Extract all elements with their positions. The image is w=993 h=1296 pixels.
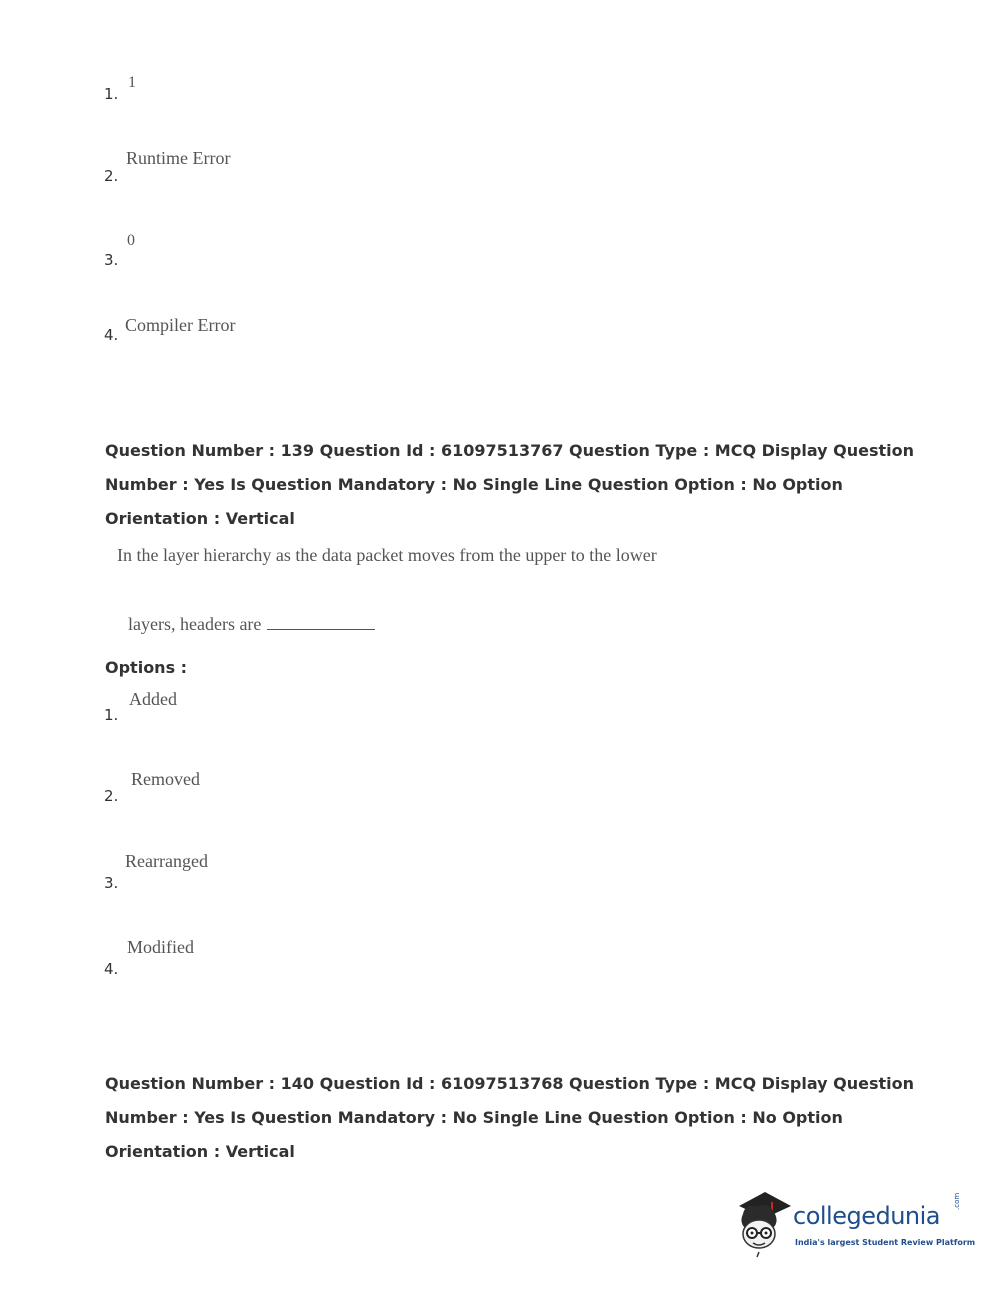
question-meta-line: Number : Yes Is Question Mandatory : No Single Line Question Option : No Option [105, 475, 843, 494]
fill-in-blank [267, 615, 375, 630]
graduate-mascot-icon [735, 1188, 793, 1258]
question-meta-line: Question Number : 140 Question Id : 61097513768 Question Type : MCQ Display Question [105, 1074, 915, 1093]
question-text-line [128, 614, 375, 635]
option-text: Added [129, 689, 177, 709]
option-number: 4. [104, 326, 119, 344]
logo-suffix: .com [953, 1192, 961, 1210]
option-text: 0 [127, 232, 135, 249]
option-text: 1 [128, 74, 136, 91]
option-text: Rearranged [125, 851, 208, 871]
logo-wordmark: collegedunia [793, 1202, 941, 1230]
options-label: Options : [105, 658, 188, 677]
option-number: 1. [104, 706, 119, 724]
option-text: Runtime Error [126, 148, 231, 168]
question-meta-line: Number : Yes Is Question Mandatory : No Single Line Question Option : No Option [105, 1108, 843, 1127]
option-number: 4. [104, 960, 119, 978]
question-meta-line: Orientation : Vertical [105, 1142, 295, 1161]
option-number: 2. [104, 167, 119, 185]
question-text-line: In the layer hierarchy as the data packet moves from the upper to the lower [117, 545, 657, 565]
option-text: Compiler Error [125, 315, 236, 335]
option-number: 1. [104, 85, 119, 103]
question-text: layers, headers are [128, 614, 262, 634]
logo-tagline: India's largest Student Review Platform [795, 1238, 976, 1247]
option-text: Removed [131, 769, 200, 789]
question-meta-line: Question Number : 139 Question Id : 61097513767 Question Type : MCQ Display Question [105, 441, 915, 460]
option-text: Modified [127, 937, 194, 957]
collegedunia-logo [735, 1188, 976, 1258]
option-number: 3. [104, 251, 119, 269]
question-meta-line: Orientation : Vertical [105, 509, 295, 528]
option-number: 3. [104, 874, 119, 892]
option-number: 2. [104, 787, 119, 805]
